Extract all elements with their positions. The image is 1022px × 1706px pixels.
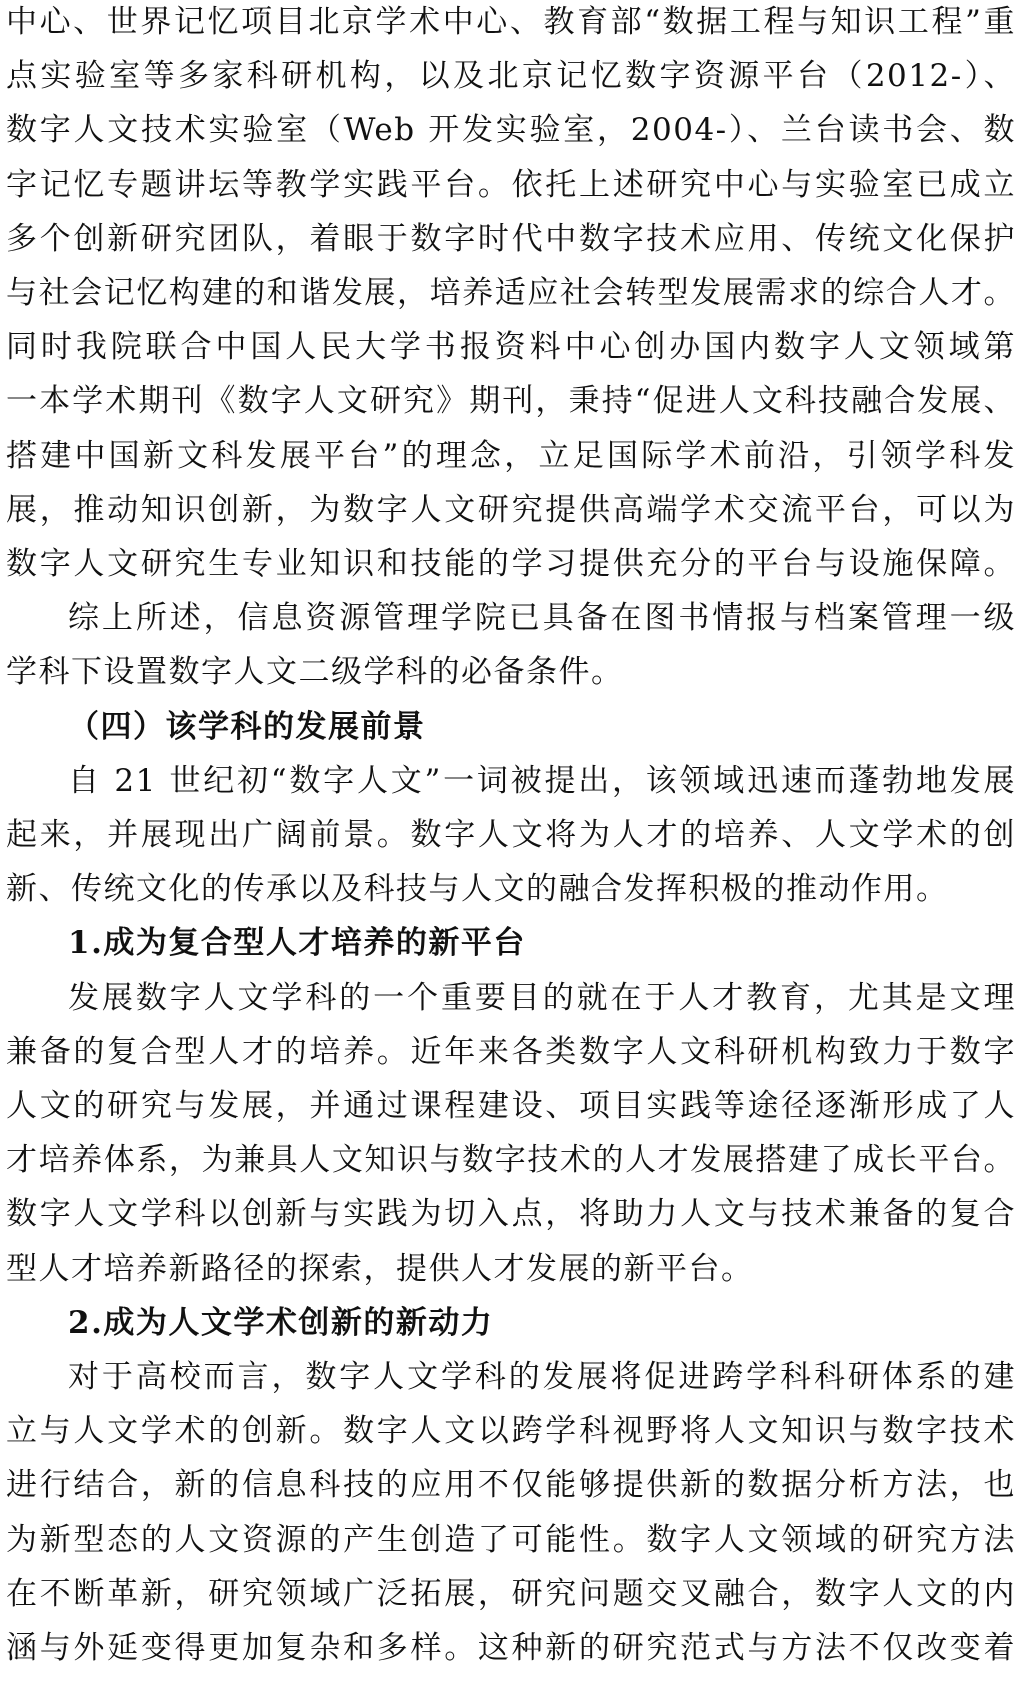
text-line: 对于高校而言，数字人文学科的发展将促进跨学科科研体系的建: [68, 1359, 1016, 1395]
text-line: 展，推动知识创新，为数字人文研究提供高端学术交流平台，可以为: [6, 491, 1016, 528]
text-line: 同时我院联合中国人民大学书报资料中心创办国内数字人文领域第: [6, 329, 1016, 366]
text-line: 起来，并展现出广阔前景。数字人文将为人才的培养、人文学术的创: [6, 817, 1016, 853]
section-heading: 2.成为人文学术创新的新动力: [68, 1304, 494, 1341]
text-line: 发展数字人文学科的一个重要目的就在于人才教育，尤其是文理: [68, 979, 1016, 1016]
text-line: 兼备的复合型人才的培养。近年来各类数字人文科研机构致力于数字: [6, 1033, 1016, 1070]
text-line: 数字人文学科以创新与实践为切入点，将助力人文与技术兼备的复合: [6, 1196, 1016, 1233]
text-line: 一本学术期刊《数字人文研究》期刊，秉持“促进人文科技融合发展、: [6, 383, 1016, 420]
text-line: 进行结合，新的信息科技的应用不仅能够提供新的数据分析方法，也: [6, 1467, 1016, 1504]
text-line: 数字人文技术实验室（Web 开发实验室，2004-）、兰台读书会、数: [6, 112, 1016, 149]
text-line: 数字人文研究生专业知识和技能的学习提供充分的平台与设施保障。: [6, 546, 1016, 582]
text-line: 综上所述，信息资源管理学院已具备在图书情报与档案管理一级: [68, 600, 1016, 637]
text-line: 学科下设置数字人文二级学科的必备条件。: [6, 654, 624, 691]
text-line: 与社会记忆构建的和谐发展，培养适应社会转型发展需求的综合人才。: [6, 275, 1016, 311]
text-line: 型人才培养新路径的探索，提供人才发展的新平台。: [6, 1250, 754, 1287]
text-line: 点实验室等多家科研机构，以及北京记忆数字资源平台（2012-）、: [6, 58, 1016, 95]
text-line: 才培养体系，为兼具人文知识与数字技术的人才发展搭建了成长平台。: [6, 1142, 1016, 1179]
text-line: 新、传统文化的传承以及科技与人文的融合发挥积极的推动作用。: [6, 871, 949, 908]
text-line: 立与人文学术的创新。数字人文以跨学科视野将人文知识与数字技术: [6, 1413, 1016, 1450]
section-heading: 1.成为复合型人才培养的新平台: [68, 925, 526, 962]
text-line: 字记忆专题讲坛等教学实践平台。依托上述研究中心与实验室已成立: [6, 166, 1016, 203]
text-line: 多个创新研究团队，着眼于数字时代中数字技术应用、传统文化保护: [6, 220, 1016, 257]
text-line: 在不断革新，研究领域广泛拓展，研究问题交叉融合，数字人文的内: [6, 1575, 1016, 1612]
text-line: 中心、世界记忆项目北京学术中心、教育部“数据工程与知识工程”重: [6, 4, 1016, 40]
text-line: 自 21 世纪初“数字人文”一词被提出，该领域迅速而蓬勃地发展: [68, 762, 1016, 799]
text-line: 搭建中国新文科发展平台”的理念，立足国际学术前沿，引领学科发: [6, 437, 1016, 474]
text-line: 涵与外延变得更加复杂和多样。这种新的研究范式与方法不仅改变着: [6, 1630, 1016, 1666]
text-line: 人文的研究与发展，并通过课程建设、项目实践等途径逐渐形成了人: [6, 1088, 1016, 1124]
text-line: 为新型态的人文资源的产生创造了可能性。数字人文领域的研究方法: [6, 1521, 1016, 1558]
section-heading: （四）该学科的发展前景: [68, 708, 426, 745]
